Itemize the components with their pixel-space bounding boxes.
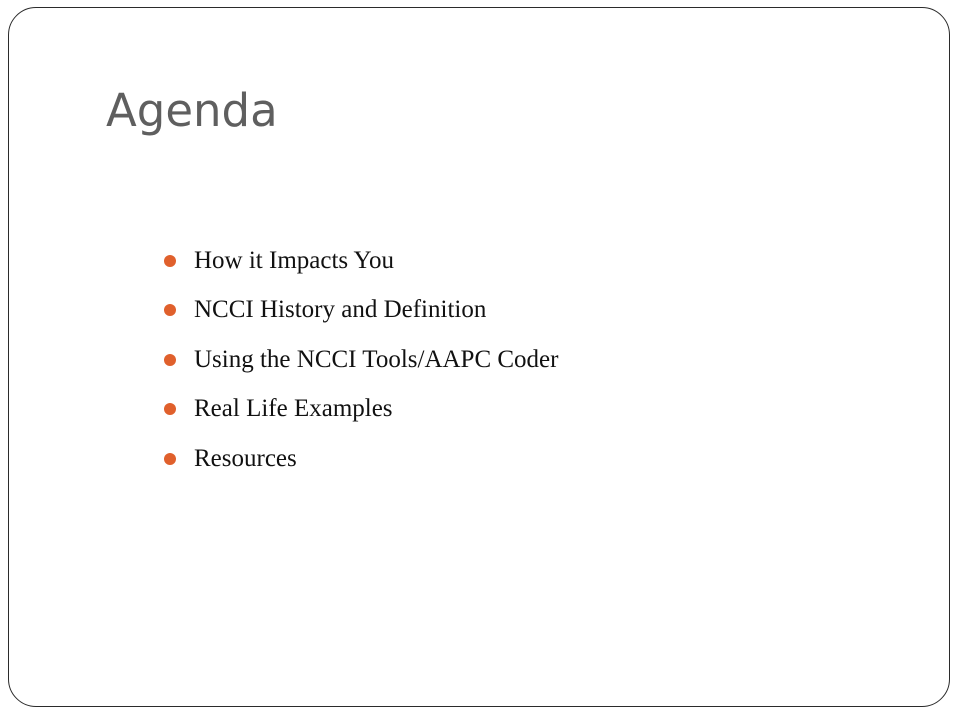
list-item-label: How it Impacts You — [194, 246, 395, 274]
list-item — [164, 434, 558, 484]
agenda-list — [164, 236, 558, 484]
list-item-label: Using the NCCI Tools/AAPC Coder — [194, 345, 559, 373]
list-item-label: NCCI History and Definition — [194, 296, 487, 324]
list-item — [164, 236, 558, 286]
list-item-label: Real Life Examples — [194, 395, 393, 423]
list-item — [164, 335, 558, 385]
slide-title: Agenda — [106, 84, 278, 137]
bullet-dot-icon — [164, 403, 176, 415]
list-item — [164, 286, 558, 336]
bullet-dot-icon — [164, 255, 176, 267]
bullet-dot-icon — [164, 304, 176, 316]
slide-frame — [8, 7, 950, 707]
bullet-dot-icon — [164, 453, 176, 465]
bullet-dot-icon — [164, 354, 176, 366]
list-item-label: Resources — [194, 444, 297, 472]
list-item — [164, 385, 558, 435]
